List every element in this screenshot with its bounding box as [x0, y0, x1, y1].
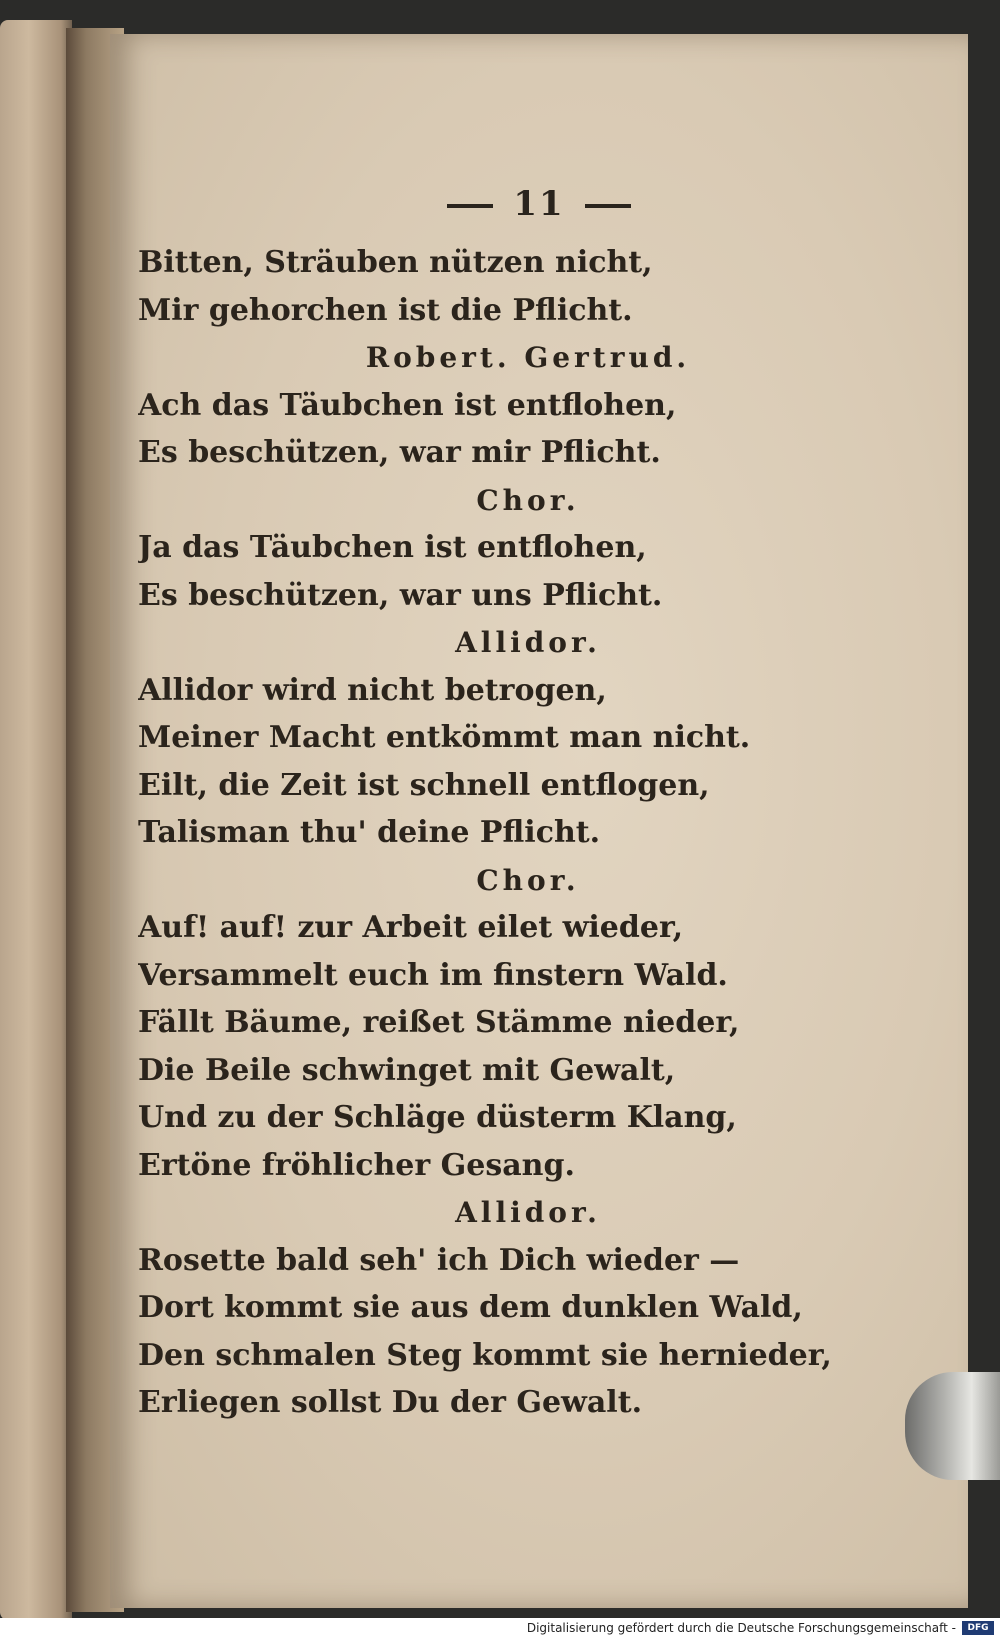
- speaker-name: Chor.: [476, 863, 580, 897]
- verse-line: Meiner Macht entkömmt man nicht.: [138, 720, 751, 755]
- footer-credit: Digitalisierung gefördert durch die Deutsche Forschungsgemeinschaft -: [526, 1621, 956, 1635]
- verse-line: Dort kommt sie aus dem dunklen Wald,: [138, 1290, 803, 1325]
- footer-bar: [0, 1618, 1000, 1638]
- verse-line: Mir gehorchen ist die Pflicht.: [138, 292, 633, 328]
- speaker-name: Allidor.: [455, 626, 601, 659]
- page-number: 11: [513, 184, 565, 224]
- verse-line: Den schmalen Steg kommt sie hernieder,: [138, 1337, 832, 1373]
- verse-line: Eilt, die Zeit ist schnell entflogen,: [138, 767, 710, 803]
- book-page: [110, 34, 968, 1608]
- verse-line: Rosette bald seh' ich Dich wieder —: [138, 1242, 740, 1278]
- verse-line: Ach das Täubchen ist entflohen,: [138, 387, 677, 423]
- speaker-name: Allidor.: [455, 1196, 601, 1229]
- verse-line: Ertöne fröhlicher Gesang.: [138, 1147, 575, 1183]
- verse-line: Allidor wird nicht betrogen,: [138, 672, 607, 708]
- left-page-edge: [0, 20, 72, 1620]
- page-number-header: [110, 184, 968, 224]
- verse-line: Bitten, Sträuben nützen nicht,: [138, 245, 653, 280]
- verse-line: Und zu der Schläge düsterm Klang,: [138, 1100, 737, 1135]
- verse-line: Es beschützen, war mir Pflicht.: [138, 435, 661, 470]
- verse-line: Die Beile schwinget mit Gewalt,: [138, 1052, 676, 1088]
- page-clip: [905, 1372, 1000, 1480]
- verse-line: Fällt Bäume, reißet Stämme nieder,: [138, 1005, 740, 1040]
- speaker-name: Chor.: [476, 483, 580, 517]
- verse-line: Ja das Täubchen ist entflohen,: [138, 530, 647, 565]
- verse-text: [138, 239, 918, 1427]
- left-dash: [447, 204, 493, 208]
- verse-line: Talisman thu' deine Pflicht.: [138, 815, 601, 850]
- verse-line: Auf! auf! zur Arbeit eilet wieder,: [138, 910, 684, 945]
- dfg-logo: DFG: [962, 1621, 994, 1635]
- speaker-name: Robert. Gertrud.: [365, 341, 691, 374]
- verse-line: Versammelt euch im finstern Wald.: [138, 957, 728, 993]
- right-dash: [585, 204, 631, 208]
- verse-line: Es beschützen, war uns Pflicht.: [138, 577, 663, 613]
- verse-line: Erliegen sollst Du der Gewalt.: [138, 1385, 643, 1420]
